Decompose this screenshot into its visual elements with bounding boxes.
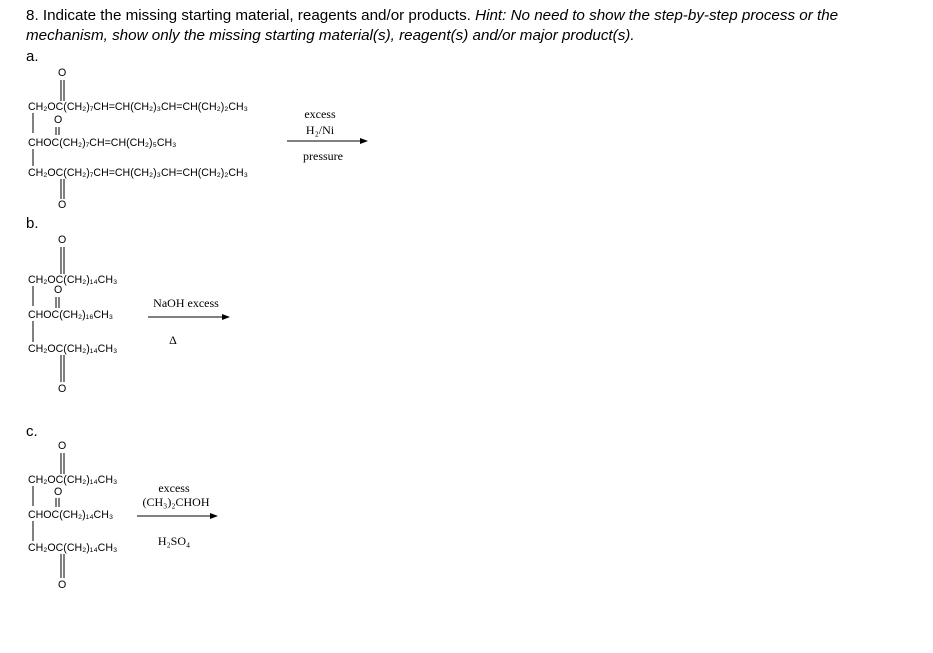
part-a-reagent-h2ni: H₂/Ni [305, 123, 335, 137]
part-c-arrow-head [210, 513, 218, 519]
part-b-top-carbonyl-o: O [58, 234, 67, 246]
part-b-row3-formula: CH₂OC(CH₂)₁₄CH₃ [28, 343, 118, 355]
part-a-reagent-pressure: pressure [303, 149, 343, 163]
part-b-arrow-head [222, 314, 230, 320]
part-a-reagent-excess: excess [304, 107, 336, 121]
part-c-label: c. [26, 423, 38, 440]
question-hint: Hint: No need to show the step-by-step process or the mechanism, show only the missing starting material(s), reagent(s) and/or major product(s). [26, 7, 839, 44]
part-b-mid-carbonyl-o: O [54, 284, 63, 296]
part-b-row2-formula: CHOC(CH₂)₁₆CH₃ [28, 309, 114, 321]
part-a-label: a. [26, 48, 39, 65]
part-a-arrow-head [360, 138, 368, 144]
question-title: 8. Indicate the missing starting material, reagents and/or products. [26, 7, 471, 24]
part-c-row2-formula: CHOC(CH₂)₁₄CH₃ [28, 509, 114, 521]
part-a-bottom-carbonyl-o: O [58, 199, 67, 211]
part-c-mid-carbonyl-o: O [54, 486, 63, 498]
part-b-row1-formula: CH₂OC(CH₂)₁₄CH₃ [28, 274, 118, 286]
part-c-top-carbonyl-o: O [58, 440, 67, 452]
part-a-row1-formula: CH₂OC(CH₂)₇CH=CH(CH₂)₃CH=CH(CH₂)₂CH₃ [28, 101, 248, 113]
part-b-reagent-heat: Δ [169, 333, 177, 347]
part-a-row3-formula: CH₂OC(CH₂)₇CH=CH(CH₂)₃CH=CH(CH₂)₂CH₃ [28, 167, 248, 179]
part-b-label: b. [26, 215, 39, 232]
part-b-reagent-naoh: NaOH excess [153, 296, 219, 310]
part-a-mid-carbonyl-o: O [54, 114, 63, 126]
part-c-reagent-h2so4: H₂SO₄ [157, 534, 191, 548]
question-text [26, 6, 916, 46]
part-a-row2-formula: CHOC(CH₂)₇CH=CH(CH₂)₅CH₃ [28, 137, 177, 149]
part-c-row3-formula: CH₂OC(CH₂)₁₄CH₃ [28, 542, 118, 554]
part-a-top-carbonyl-o: O [58, 67, 67, 79]
part-c-bottom-carbonyl-o: O [58, 579, 67, 591]
part-c-reagent-excess: excess [158, 481, 190, 495]
part-b-bottom-carbonyl-o: O [58, 383, 67, 395]
part-c-row1-formula: CH₂OC(CH₂)₁₄CH₃ [28, 474, 118, 486]
part-c-reagent-isopropanol: (CH₃)₂CHOH [142, 495, 210, 509]
